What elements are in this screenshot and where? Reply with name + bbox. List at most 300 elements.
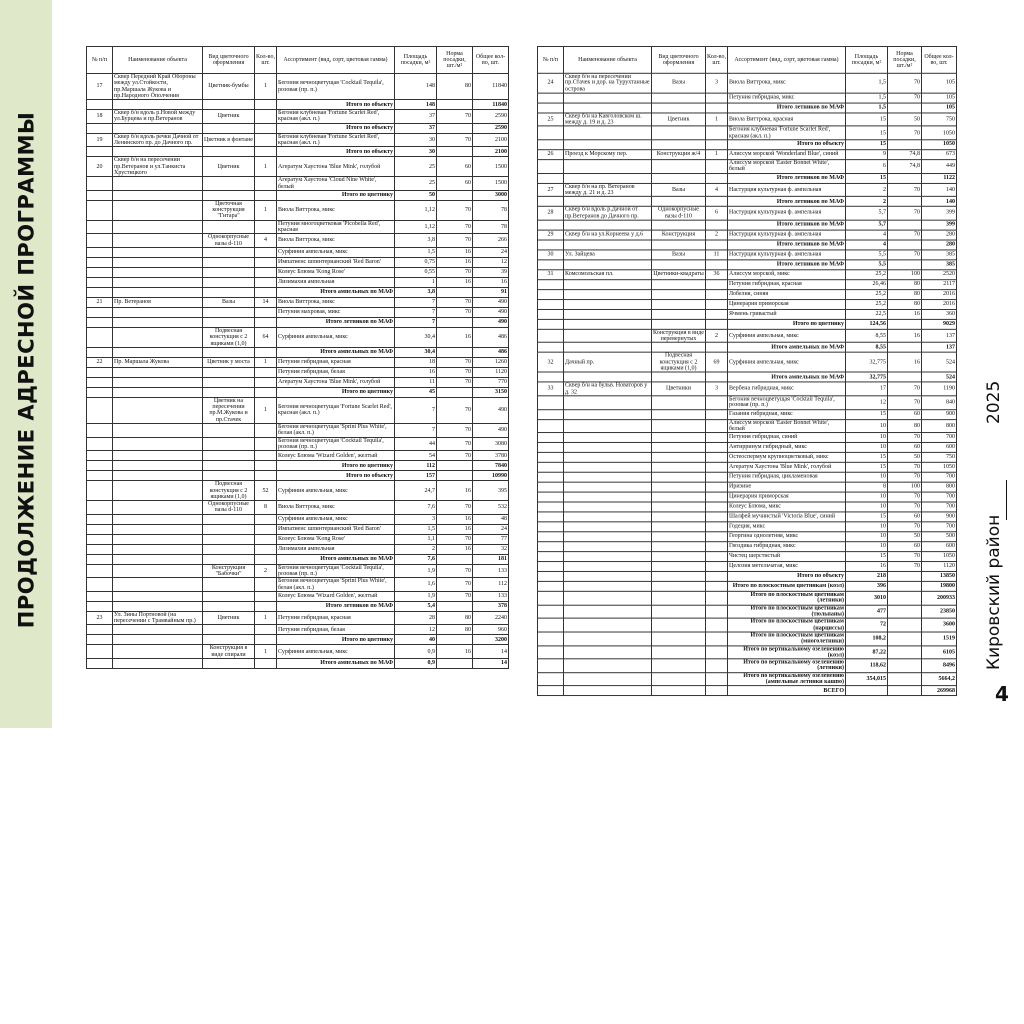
- table-cell: [564, 409, 652, 419]
- table-cell: [706, 645, 728, 658]
- table-cell: [437, 461, 473, 471]
- table-row: [87, 100, 509, 110]
- table-cell: 70: [888, 396, 922, 409]
- table-cell: [203, 177, 255, 191]
- table-cell: 600: [922, 443, 957, 453]
- table-cell: [564, 197, 652, 207]
- table-cell: [437, 471, 473, 481]
- table-cell: [538, 329, 564, 342]
- table-cell: [538, 462, 564, 472]
- table-cell: 700: [922, 522, 957, 532]
- table-cell: Виола Виттрока, микс: [277, 501, 395, 515]
- table-cell: 1122: [922, 173, 957, 183]
- table-cell: Алиссум морской 'Wonderland Blue', синий: [728, 150, 846, 160]
- table-cell: 3010: [846, 591, 888, 604]
- column-header: Наименование объекта: [113, 47, 203, 74]
- table-cell: [564, 522, 652, 532]
- table-cell: [888, 686, 922, 696]
- table-cell: 396: [846, 582, 888, 592]
- table-cell: Однокорпусные вазы d-110: [203, 501, 255, 515]
- table-cell: [437, 387, 473, 397]
- table-cell: [437, 190, 473, 200]
- table-cell: 25,2: [846, 289, 888, 299]
- table-row: [87, 307, 509, 317]
- table-row: [538, 353, 957, 373]
- table-cell: 1120: [473, 367, 509, 377]
- table-cell: 700: [922, 433, 957, 443]
- footer-year: 2025: [984, 380, 1004, 424]
- table-cell: 700: [922, 472, 957, 482]
- table-cell: [113, 625, 203, 635]
- table-cell: Петуния гибридная, красная: [728, 280, 846, 290]
- table-cell: Цветник-бумбы: [203, 74, 255, 100]
- table-cell: [888, 582, 922, 592]
- table-cell: [113, 397, 203, 423]
- table-row: [538, 309, 957, 319]
- table-cell: [564, 419, 652, 432]
- table-cell: Ячмень гривастый: [728, 309, 846, 319]
- table-cell: Итого летников по МАФ: [728, 260, 846, 270]
- table-row: [538, 113, 957, 126]
- table-cell: [652, 522, 706, 532]
- table-cell: [87, 287, 113, 297]
- table-cell: [652, 632, 706, 645]
- table-cell: Бегония вечноцветущая 'Cocktail Tequila', розовая (пр. п.): [277, 74, 395, 100]
- table-cell: 70: [888, 522, 922, 532]
- table-cell: 1,9: [395, 591, 437, 601]
- table-cell: 23850: [922, 605, 957, 618]
- table-row: [538, 605, 957, 618]
- table-row: [538, 572, 957, 582]
- table-header-row: [538, 46, 957, 73]
- table-cell: [706, 289, 728, 299]
- table-cell: 78: [473, 220, 509, 234]
- table-cell: Виола Виттрока, микс: [728, 73, 846, 93]
- table-cell: [706, 372, 728, 382]
- table-cell: 45: [395, 387, 437, 397]
- table-cell: Итого ампельных по МАФ: [728, 343, 846, 353]
- table-cell: 50: [888, 113, 922, 126]
- table-cell: [706, 572, 728, 582]
- table-cell: [87, 327, 113, 347]
- table-cell: 5,4: [395, 601, 437, 611]
- table-cell: [564, 512, 652, 522]
- table-cell: 1,9: [395, 564, 437, 578]
- table-cell: [203, 578, 255, 592]
- table-cell: 26: [538, 150, 564, 160]
- table-cell: Сквер б/н на пересечении пр.Стачек и дор. на Турухтанные острова: [565, 73, 650, 93]
- table-row: [538, 250, 957, 260]
- table-cell: 50: [395, 190, 437, 200]
- table-cell: Итого ампельных по МАФ: [277, 287, 395, 297]
- table-cell: Колеус Блюма, микс: [728, 502, 846, 512]
- table-cell: 70: [437, 220, 473, 234]
- table-cell: [652, 140, 706, 150]
- table-row: [87, 74, 509, 100]
- table-cell: [538, 453, 564, 463]
- table-row: [538, 329, 957, 342]
- table-cell: 269968: [922, 686, 957, 696]
- table-cell: [706, 453, 728, 463]
- table-cell: [706, 618, 728, 631]
- table-cell: 30,4: [395, 347, 437, 357]
- table-cell: Итого по плоскостным цветникам (многолетники): [728, 632, 846, 645]
- table-cell: [113, 307, 203, 317]
- table-cell: 7: [395, 307, 437, 317]
- table-cell: [564, 632, 652, 645]
- table-row: [538, 396, 957, 409]
- table-cell: 500: [922, 532, 957, 542]
- table-cell: [538, 319, 564, 329]
- table-cell: 5664,2: [922, 672, 957, 685]
- table-cell: 19: [87, 133, 113, 147]
- table-cell: 3200: [473, 635, 509, 645]
- table-cell: Однокорпусные вазы d-110: [203, 234, 255, 248]
- table-cell: 8,55: [846, 343, 888, 353]
- table-cell: [564, 160, 652, 173]
- table-cell: [255, 277, 277, 287]
- table-cell: [538, 443, 564, 453]
- table-cell: [113, 471, 203, 481]
- table-cell: Бегония вечноцветущая 'Cocktail Tequila', розовая (пр. п.): [277, 437, 395, 451]
- table-cell: [113, 377, 203, 387]
- table-cell: [255, 307, 277, 317]
- table-cell: Сквер б/н вдоль речки Дачной от Ленинского пр. до Дачного пр.: [113, 133, 203, 147]
- table-cell: [203, 659, 255, 669]
- table-cell: [437, 100, 473, 110]
- table-cell: [564, 552, 652, 562]
- table-cell: 524: [922, 353, 957, 373]
- table-cell: Конструкция: [652, 230, 706, 240]
- table-cell: Сурфиния ампельная, микс: [277, 481, 395, 501]
- table-cell: 1: [255, 645, 277, 659]
- table-cell: [564, 482, 652, 492]
- table-cell: [652, 343, 706, 353]
- table-cell: [846, 686, 888, 696]
- table-cell: [652, 542, 706, 552]
- table-cell: 16: [437, 257, 473, 267]
- table-cell: 80: [437, 74, 473, 100]
- table-row: [87, 110, 509, 124]
- table-cell: Проезд к Морскому пер.: [564, 150, 652, 160]
- table-cell: 1260: [473, 357, 509, 367]
- table-cell: 2: [846, 183, 888, 196]
- table-cell: 10: [846, 472, 888, 482]
- table-cell: 2590: [473, 123, 509, 133]
- table-cell: [706, 659, 728, 672]
- table-cell: 70: [437, 591, 473, 601]
- table-cell: [706, 419, 728, 432]
- table-cell: Петуния гибридная, цикламеновая: [728, 472, 846, 482]
- table-cell: Цинерария приморская: [728, 299, 846, 309]
- table-cell: 14: [473, 659, 509, 669]
- table-cell: [538, 582, 564, 592]
- table-cell: 33: [538, 382, 564, 395]
- table-header-row: [87, 47, 509, 74]
- table-cell: [652, 160, 706, 173]
- table-row: [538, 220, 957, 230]
- table-cell: [538, 103, 564, 113]
- table-cell: [113, 147, 203, 157]
- table-cell: 30: [395, 133, 437, 147]
- table-cell: 1: [255, 397, 277, 423]
- table-cell: [538, 289, 564, 299]
- table-cell: [538, 522, 564, 532]
- table-cell: [255, 387, 277, 397]
- table-cell: 25: [395, 157, 437, 177]
- table-cell: 15: [846, 462, 888, 472]
- table-cell: 1190: [922, 382, 957, 395]
- table-cell: Дачный пр.: [564, 353, 652, 373]
- table-cell: [706, 396, 728, 409]
- table-cell: 840: [922, 396, 957, 409]
- table-cell: 148: [395, 100, 437, 110]
- table-cell: [888, 197, 922, 207]
- table-cell: [652, 482, 706, 492]
- table-row: [87, 578, 509, 592]
- table-cell: 16: [437, 524, 473, 534]
- table-cell: 40: [395, 635, 437, 645]
- table-cell: [87, 307, 113, 317]
- table-cell: 360: [922, 309, 957, 319]
- table-cell: [87, 564, 113, 578]
- table-cell: Итого летников по МАФ: [277, 601, 395, 611]
- table-row: [87, 625, 509, 635]
- table-cell: [538, 472, 564, 482]
- table-cell: Комсомольская пл.: [564, 270, 652, 280]
- table-cell: [113, 437, 203, 451]
- table-cell: 48: [473, 514, 509, 524]
- table-cell: [652, 605, 706, 618]
- table-cell: [113, 327, 203, 347]
- table-cell: 118,62: [846, 659, 888, 672]
- table-row: [538, 443, 957, 453]
- table-row: [538, 482, 957, 492]
- table-cell: [538, 512, 564, 522]
- table-row: [87, 524, 509, 534]
- table-cell: 30: [538, 250, 564, 260]
- table-cell: 5,5: [846, 250, 888, 260]
- table-row: [87, 659, 509, 669]
- table-cell: [255, 190, 277, 200]
- table-cell: [255, 635, 277, 645]
- table-cell: [652, 309, 706, 319]
- table-cell: [87, 645, 113, 659]
- table-cell: Сурфиния ампельная, микс: [277, 514, 395, 524]
- table-cell: [538, 240, 564, 250]
- table-cell: Сурфиния ампельная, микс: [277, 327, 395, 347]
- table-cell: 490: [473, 397, 509, 423]
- table-cell: Цветочная конструкция "Гитара": [203, 200, 255, 220]
- table-cell: 16: [846, 562, 888, 572]
- table-cell: Итого по цветнику: [277, 635, 395, 645]
- table-cell: 385: [922, 260, 957, 270]
- table-cell: 31: [538, 270, 564, 280]
- table-cell: Петуния гибридная, микс: [728, 93, 846, 103]
- table-cell: [113, 234, 203, 248]
- table-cell: 137: [922, 343, 957, 353]
- table-cell: 600: [922, 542, 957, 552]
- table-cell: [564, 472, 652, 482]
- table-cell: 20: [87, 157, 113, 177]
- table-row: [87, 554, 509, 564]
- table-cell: [87, 317, 113, 327]
- table-cell: 105: [922, 103, 957, 113]
- table-cell: 700: [922, 502, 957, 512]
- table-cell: [255, 554, 277, 564]
- table-row: [538, 672, 957, 685]
- table-row: [538, 319, 957, 329]
- table-cell: 27: [538, 183, 564, 196]
- table-cell: [564, 93, 652, 103]
- table-cell: 140: [922, 183, 957, 196]
- table-cell: Конструкция в виде перевернутых: [653, 329, 704, 342]
- table-cell: 70: [437, 200, 473, 220]
- table-cell: [564, 280, 652, 290]
- table-cell: [87, 177, 113, 191]
- table-row: [87, 591, 509, 601]
- table-cell: [87, 200, 113, 220]
- table-cell: 3: [706, 73, 728, 93]
- table-cell: Итого по цветнику: [277, 190, 395, 200]
- table-row: [538, 289, 957, 299]
- table-row: [87, 277, 509, 287]
- table-cell: Подвесная констукция с 2 ящиками (1,0): [203, 327, 255, 347]
- table-cell: Чистец шерстистый: [728, 552, 846, 562]
- table-cell: [564, 672, 652, 685]
- table-cell: [538, 482, 564, 492]
- table-cell: [87, 387, 113, 397]
- table-cell: Итого по плоскостным цветникам (нарциссы): [728, 618, 846, 631]
- table-cell: 70: [437, 377, 473, 387]
- table-cell: [203, 220, 255, 234]
- table-row: [87, 147, 509, 157]
- table-cell: 70: [888, 433, 922, 443]
- table-cell: 3600: [922, 618, 957, 631]
- table-cell: Алиссум морской 'Easter Bonnet White', белый: [728, 419, 846, 432]
- table-row: [87, 645, 509, 659]
- table-cell: 5,5: [846, 260, 888, 270]
- table-cell: Вазы: [652, 250, 706, 260]
- table-cell: [706, 103, 728, 113]
- table-cell: 70: [888, 183, 922, 196]
- table-cell: 14: [473, 645, 509, 659]
- table-cell: [113, 591, 203, 601]
- table-cell: [564, 532, 652, 542]
- table-cell: 770: [473, 377, 509, 387]
- table-row: [538, 207, 957, 220]
- table-row: [538, 140, 957, 150]
- table-cell: Цветники: [652, 382, 706, 395]
- table-cell: [203, 635, 255, 645]
- table-cell: [564, 220, 652, 230]
- table-cell: 2: [706, 230, 728, 240]
- table-cell: [203, 247, 255, 257]
- sidebar-title: ПРОДОЛЖЕНИЕ АДРЕСНОЙ ПРОГРАММЫ: [14, 111, 38, 629]
- table-row: [87, 461, 509, 471]
- table-cell: [255, 147, 277, 157]
- table-cell: [203, 347, 255, 357]
- table-cell: [706, 532, 728, 542]
- table-cell: [564, 433, 652, 443]
- table-cell: [706, 443, 728, 453]
- table-cell: 60: [888, 443, 922, 453]
- column-header: Вид цветочного оформления: [652, 46, 706, 73]
- table-cell: [203, 591, 255, 601]
- table-cell: [255, 347, 277, 357]
- table-cell: 8496: [922, 659, 957, 672]
- table-cell: 64: [255, 327, 277, 347]
- page-number: 4: [995, 682, 1009, 706]
- column-header: Вид цветочного оформления: [203, 47, 255, 74]
- table-cell: [113, 554, 203, 564]
- table-cell: Настурция культурная ф. ампельная: [728, 207, 846, 220]
- table-row: [538, 502, 957, 512]
- table-cell: [255, 461, 277, 471]
- table-cell: [706, 220, 728, 230]
- table-cell: 60: [888, 409, 922, 419]
- table-cell: 70: [437, 297, 473, 307]
- column-header: Ассортимент (вид, сорт, цветовая гамма): [728, 46, 846, 73]
- table-row: [87, 601, 509, 611]
- table-cell: Итого по плоскостным цветникам (летники): [728, 591, 846, 604]
- table-cell: [113, 424, 203, 438]
- table-cell: Сквер Передний Край Обороны между ул.Стойкости, пр.Маршала Жукова и пр.Народного Ополчения: [113, 74, 203, 100]
- table-cell: 9: [846, 150, 888, 160]
- table-cell: [888, 173, 922, 183]
- table-cell: 44: [395, 437, 437, 451]
- table-cell: [113, 177, 203, 191]
- table-cell: [87, 234, 113, 248]
- table-cell: Итого ампельных по МАФ: [277, 347, 395, 357]
- table-cell: Итого по вертикальному озеленению (коэл): [728, 645, 846, 658]
- table-cell: [437, 317, 473, 327]
- table-cell: 25: [538, 113, 564, 126]
- table-cell: 25,2: [846, 270, 888, 280]
- column-header: Площадь посадки, м²: [395, 47, 437, 74]
- table-cell: [652, 645, 706, 658]
- table-cell: [888, 605, 922, 618]
- table-row: [87, 424, 509, 438]
- table-cell: 10: [846, 443, 888, 453]
- table-cell: [87, 451, 113, 461]
- table-cell: Вербена гибридная, микс: [728, 382, 846, 395]
- table-cell: 1050: [922, 552, 957, 562]
- table-cell: 69: [706, 353, 728, 373]
- table-cell: [652, 462, 706, 472]
- table-cell: [538, 672, 564, 685]
- table-cell: Конструкция ж/4: [652, 150, 706, 160]
- table-cell: [538, 372, 564, 382]
- table-cell: 1050: [922, 140, 957, 150]
- table-row: [538, 160, 957, 173]
- table-cell: 7840: [473, 461, 509, 471]
- table-cell: [564, 453, 652, 463]
- table-cell: 16: [437, 277, 473, 287]
- table-cell: Импатиенс шпинтерианский 'Red Baron': [277, 257, 395, 267]
- table-row: [538, 126, 957, 139]
- column-header: Норма посадки, шт./м²: [888, 46, 922, 73]
- table-cell: [652, 289, 706, 299]
- table-cell: Сквер б/н на Кавголовском ш. между д. 19 и д. 23: [564, 113, 652, 126]
- table-cell: Сурфиния ампельная, микс: [277, 645, 395, 659]
- table-row: [87, 451, 509, 461]
- column-header: Площадь посадки, м²: [846, 46, 888, 73]
- table-row: [538, 93, 957, 103]
- table-cell: 1: [255, 200, 277, 220]
- table-cell: [113, 578, 203, 592]
- table-cell: 7: [395, 317, 437, 327]
